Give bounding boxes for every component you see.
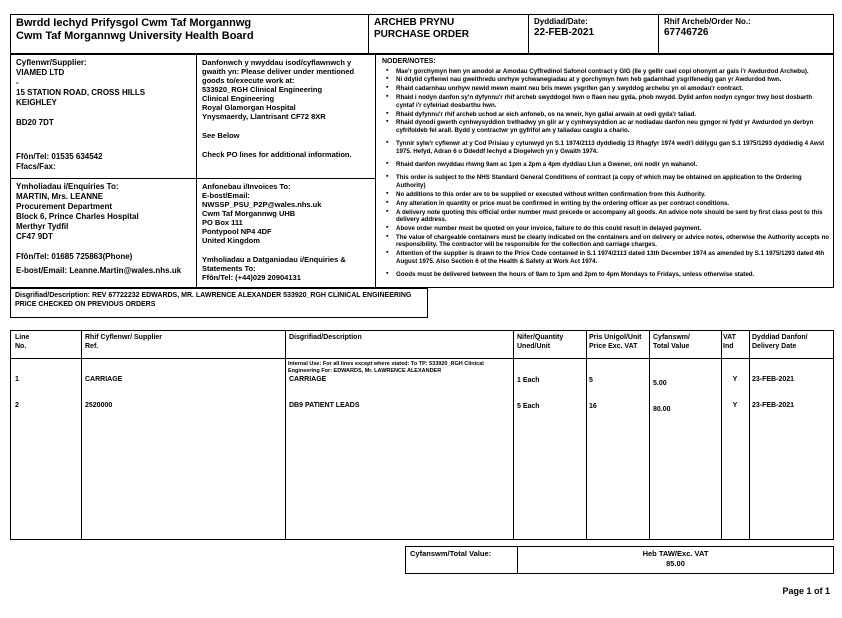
- note-item: ▪ Tynnir sylw'r cyflenwr at y Cod Prisiau y cytunwyd yn S.1 1974/2113 dyddiedig 13 Rhagfyr 1974 wedi'i ddilygu gan S.1 1975/1293 dyddiedig 4 Awst 1975. Hefyd, Adran 6 o Ddeddf Iechyd a Diogelwch yn y Gwaith 1974.: [382, 140, 829, 155]
- order-no-value: 67746726: [664, 27, 709, 38]
- order-no-label: Rhif Archeb/Order No.:: [664, 17, 751, 26]
- invoices-email: E-bost/Email: NWSSP_PSU_P2P@wales.nhs.uk: [202, 191, 322, 209]
- row-date: 23-FEB-2021: [752, 402, 795, 409]
- note-item: ▪ Mae'r gorchymyn hwn yn amodol ar Amodau Cyffredinol Safonol contract y GIG (lle y gellir cael copi ohonynt ar gais i'r Awdurdod Archebu).: [382, 68, 829, 75]
- column-divider: [749, 331, 750, 539]
- row-price: 5: [589, 377, 593, 384]
- totals-box: [405, 546, 834, 574]
- enquiries-dept: Procurement Department: [16, 202, 113, 211]
- supplier-section: [11, 55, 197, 179]
- deliver-line3: Royal Glamorgan Hospital: [202, 103, 296, 112]
- enquiries-email: E-bost/Email: Leanne.Martin@wales.nhs.uk: [16, 266, 182, 275]
- col-header-description: Disgrifiad/Description: [289, 334, 362, 341]
- enquiries-tel: Ffôn/Tel: 01685 725863(Phone): [16, 252, 133, 261]
- description-text: REV 67722232 EDWARDS, MR. LAWRENCE ALEXANDER 533920_RGH CLINICAL ENGINEERING PRICE CHECKED ON PREVIOUS ORDERS: [15, 292, 412, 308]
- enquiries-section: [11, 179, 197, 289]
- column-divider: [285, 331, 286, 539]
- row-vat: Y: [732, 376, 738, 383]
- invoices-tel: Ffôn/Tel: (+44)029 20904131: [202, 273, 301, 282]
- row-qty: 1 Each: [517, 377, 540, 384]
- col-header-quantity: Nifer/Quantity Uned/Unit: [517, 334, 564, 350]
- totals-value: 85.00: [666, 559, 685, 568]
- enquiries-town: Merthyr Tydfil: [16, 222, 69, 231]
- supplier-postcode: BD20 7DT: [16, 118, 54, 127]
- note-item: ▪ No additions to this order are to be supplied or executed without written confirmation from this Authority.: [382, 191, 829, 198]
- enquiries-name: MARTIN, Mrs. LEANNE: [16, 192, 104, 201]
- column-divider: [721, 331, 722, 539]
- note-item: ▪ Ni ddylid cyflenwi nau gweithredu unrhyw ychwanegiadau at y gorchymyn hwn heb gadarnhad ysgrifenedig gan yr Awdurdod hwn.: [382, 76, 829, 83]
- page-number: Page 1 of 1: [782, 586, 830, 596]
- note-item: ▪ Rhaid dyfynnu'r rhif archeb uchod ar eich anfoneb, os na wneir, hyn gallai arwain at oedi gyda'r taliad.: [382, 111, 829, 118]
- supplier-address2: KEIGHLEY: [16, 98, 57, 107]
- deliver-to-section: [197, 55, 376, 179]
- enquiries-building: Block 6, Prince Charles Hospital: [16, 212, 139, 221]
- totals-label: Cyfanswm/Total Value:: [406, 547, 518, 573]
- header-bar: [10, 14, 834, 54]
- invoices-section: [197, 179, 376, 289]
- note-item: ▪ Rhaid dynodi gwerth cynhwysyddion trethadwy yn glir ar y cynhwysyddion ac ar nodiadau danfon neu gyngor ni fydd yr Awdurdod yn derbyn cyfrifoldeb fel arall. Bydd y contractwr yn gyfrifol am y taliadau casglu a chario.: [382, 119, 829, 134]
- row-price: 16: [589, 403, 597, 410]
- enquiries-label: Ymholiadau i/Enquiries To:: [16, 182, 119, 191]
- note-item: ▪ A delivery note quoting this official order number must precede or accompany all goods. An advice note should be sent by first class post to this delivery address.: [382, 209, 829, 224]
- supplier-address1: 15 STATION ROAD, CROSS HILLS: [16, 88, 146, 97]
- col-header-supplier-ref: Rhif Cyflenwr/ Supplier Ref.: [85, 334, 163, 350]
- row-desc: DB9 PATIENT LEADS: [289, 402, 360, 409]
- deliver-line1: 533920_RGH Clinical Engineering: [202, 85, 323, 94]
- note-item: ▪ Rhaid i nodyn danfon sy'n dyfynnu'r rhif archeb swyddogol hwn o flaen neu gyda, phob nwydd. Dylid anfon nodyn cyngor trwy bost dosbarth cyntaf i'r cyfeiriad dosbarthu hwn.: [382, 94, 829, 109]
- description-label: Disgrifiad/Description:: [15, 292, 91, 299]
- row-line-no: 1: [15, 376, 19, 383]
- supplier-tel: Ffôn/Tel: 01535 634542: [16, 152, 103, 161]
- line-items-table: [10, 330, 834, 540]
- description-strip: [10, 288, 428, 318]
- supplier-fax: Ffacs/Fax:: [16, 162, 56, 171]
- statements-label: Ymholiadau a Datganiadau i/Enquiries & Statements To:: [202, 255, 346, 273]
- supplier-label: Cyflenwr/Supplier:: [16, 58, 87, 67]
- row-total: 5.00: [653, 380, 667, 387]
- enquiries-postcode: CF47 9DT: [16, 232, 53, 241]
- invoices-line1: Cwm Taf Morgannwg UHB: [202, 209, 296, 218]
- column-divider: [586, 331, 587, 539]
- column-divider: [81, 331, 82, 539]
- col-header-vat-ind: VAT Ind: [723, 334, 736, 350]
- notes-heading: NODER/NOTES:: [382, 58, 436, 65]
- note-item: ▪ Goods must be delivered between the hours of 9am to 1pm and 2pm to 4pm Mondays to Fridays, unless otherwise stated.: [382, 271, 829, 278]
- row-date: 23-FEB-2021: [752, 376, 795, 383]
- note-item: ▪ Above order number must be quoted on your invoice, failure to do this could result in delayed payment.: [382, 225, 829, 232]
- note-item: ▪ Rhaid danfon nwyddau rhwng 9am ac 1pm a 2pm a 4pm dyddiau Llun a Gwener, oni nodir yn wahanol.: [382, 161, 829, 168]
- row-ref: 2520000: [85, 402, 113, 409]
- org-name-english: Cwm Taf Morgannwg University Health Board: [16, 30, 254, 42]
- note-item: ▪ Rhaid cadarnhau unrhyw newid mewn maint neu bris mewn ysgrifen gan y swyddog archebu yn ol amodau'r contract.: [382, 85, 829, 92]
- col-header-line-no: Line No.: [15, 334, 30, 350]
- notes-section: [376, 55, 835, 289]
- deliver-see-below: See Below: [202, 131, 240, 140]
- supplier-name: VIAMED LTD: [16, 68, 65, 77]
- column-divider: [649, 331, 650, 539]
- supplier-dash: -: [16, 78, 19, 87]
- col-header-unit-price: Pris Unigol/Unit Price Exc. VAT: [589, 334, 642, 350]
- internal-use-note: Internal Use: For all lines except where stated: To TP: 533920_RGH Clinical Engineering For: EDWARDS, Mr. LAWRENCE ALEXANDER: [288, 361, 484, 374]
- org-name-welsh: Bwrdd Iechyd Prifysgol Cwm Taf Morgannwg: [16, 17, 252, 29]
- deliver-label: Danfonwch y nwyddau isod/cyflawnwch y gwaith yn: Please deliver under mentioned goods to/execute work at:: [202, 58, 355, 85]
- row-qty: 5 Each: [517, 403, 540, 410]
- col-header-total-value: Cyfanswm/ Total Value: [653, 334, 690, 350]
- col-header-delivery-date: Dyddiad Danfon/ Delivery Date: [752, 334, 808, 350]
- invoices-line4: United Kingdom: [202, 236, 260, 245]
- deliver-line2: Clinical Engineering: [202, 94, 275, 103]
- row-desc: CARRIAGE: [289, 376, 327, 383]
- note-item: ▪ Attention of the supplier is drawn to the Price Code contained in S.1 1974/2113 dated 13th December 1974 as amended by S.1 1975/1293 dated 4th August 1975. Also Section 6 of the Health & Safety at Work Act 1974.: [382, 250, 829, 265]
- invoices-line2: PO Box 111: [202, 218, 243, 227]
- header-divider: [11, 358, 833, 359]
- date-value: 22-FEB-2021: [534, 27, 595, 38]
- deliver-check-note: Check PO lines for additional information.: [202, 150, 352, 159]
- row-total: 80.00: [653, 406, 671, 413]
- doc-title-english: PURCHASE ORDER: [374, 29, 470, 40]
- totals-vat-label: Heb TAW/Exc. VAT: [642, 549, 709, 558]
- deliver-line4: Ynysmaerdy, Llantrisant CF72 8XR: [202, 112, 326, 121]
- row-ref: CARRIAGE: [85, 376, 123, 383]
- date-label: Dyddiad/Date:: [534, 17, 588, 26]
- invoices-label: Anfonebau i/Invoices To:: [202, 182, 291, 191]
- totals-value-cell: [518, 547, 833, 573]
- note-item: ▪ Any alteration in quantity or price must be confirmed in writing by the ordering officer as per contract conditions.: [382, 200, 829, 207]
- note-item: ▪ The value of chargeable containers must be clearly indicated on the containers and on delivery or advice notes, otherwise the Authority accepts no responsibility. The contractor will be responsible for the collection and carriage charges.: [382, 234, 829, 249]
- main-info-block: [10, 54, 834, 288]
- document-title: [368, 15, 528, 53]
- invoices-line3: Pontypool NP4 4DF: [202, 227, 272, 236]
- note-item: ▪ This order is subject to the NHS Standard General Conditions of contract (a copy of which may be obtained on application to the Ordering Authority): [382, 174, 829, 189]
- doc-title-welsh: ARCHEB PRYNU: [374, 17, 455, 28]
- order-date-cell: [528, 15, 658, 53]
- row-vat: Y: [732, 402, 738, 409]
- org-name: [11, 15, 368, 53]
- order-number-cell: [658, 15, 833, 53]
- row-line-no: 2: [15, 402, 19, 409]
